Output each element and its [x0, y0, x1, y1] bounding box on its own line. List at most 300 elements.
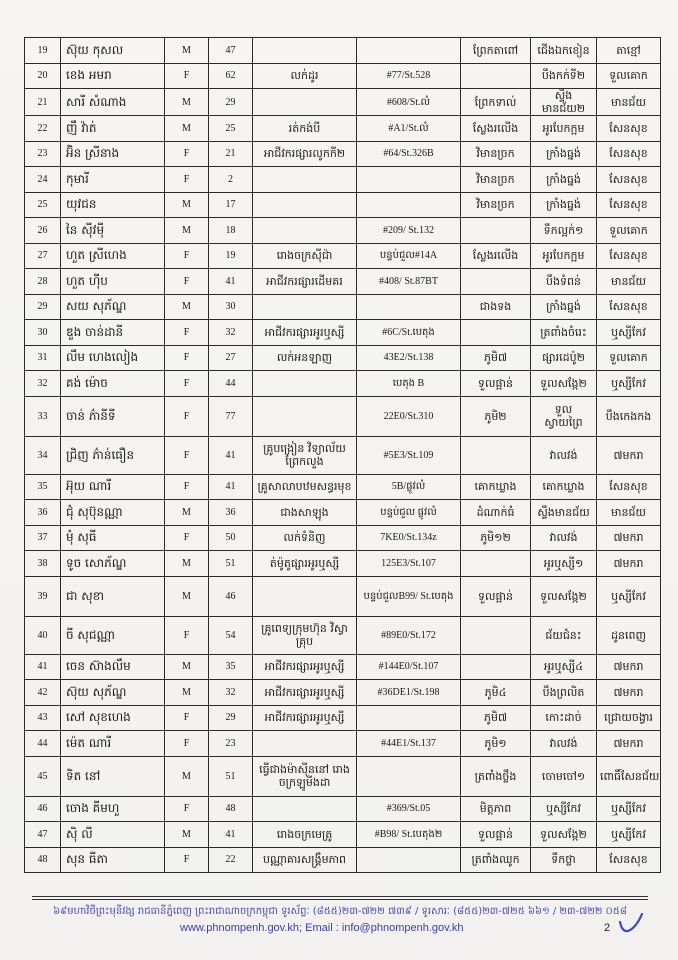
- sex-cell: F: [165, 396, 209, 436]
- district-cell: សែនសុខ: [597, 474, 661, 500]
- table-row: [25, 63, 661, 89]
- table-row: [25, 371, 661, 397]
- sex-cell: F: [165, 616, 209, 654]
- district-cell: ៧មករា: [597, 525, 661, 551]
- village-cell: ភូមិ៤: [461, 680, 531, 706]
- village-cell: ទួលផ្អាន់: [461, 822, 531, 848]
- table-row: [25, 89, 661, 116]
- sex-cell: F: [165, 243, 209, 269]
- person-name-cell: ស៊ុយ កុសល: [61, 38, 165, 64]
- table-row: [25, 731, 661, 757]
- age-cell: 21: [209, 141, 253, 167]
- district-cell: សែនសុខ: [597, 243, 661, 269]
- table-row: [25, 116, 661, 142]
- table-row: [25, 654, 661, 680]
- house-address-cell: បន្ទប់ជួលB99/ St.បេតុង: [357, 576, 461, 616]
- district-cell: ជ្រោយចង្វារ: [597, 705, 661, 731]
- district-cell: ទួលគោក: [597, 218, 661, 244]
- row-number-cell: 46: [25, 796, 61, 822]
- person-name-cell: សៅ សុខហេង: [61, 705, 165, 731]
- district-cell: ឬស្សីកែវ: [597, 822, 661, 848]
- village-cell: ស្លែងរលើង: [461, 116, 531, 142]
- commune-cell: វាលវង់: [531, 525, 597, 551]
- house-address-cell: [357, 756, 461, 796]
- person-name-cell: ចេន ស៊ាងលឹម: [61, 654, 165, 680]
- row-number-cell: 27: [25, 243, 61, 269]
- occupation-cell: ជាងសាឡុង: [253, 500, 357, 526]
- village-cell: [461, 218, 531, 244]
- row-number-cell: 45: [25, 756, 61, 796]
- footer-website[interactable]: www.phnompenh.gov.kh; Email : info@phnompenh.gov.kh: [180, 922, 464, 934]
- house-address-cell: 125E3/St.107: [357, 551, 461, 577]
- sex-cell: F: [165, 141, 209, 167]
- table-row: [25, 756, 661, 796]
- age-cell: 50: [209, 525, 253, 551]
- table-row: [25, 269, 661, 295]
- sex-cell: F: [165, 705, 209, 731]
- occupation-cell: [253, 576, 357, 616]
- occupation-cell: [253, 396, 357, 436]
- age-cell: 30: [209, 294, 253, 320]
- house-address-cell: #44E1/St.137: [357, 731, 461, 757]
- village-cell: ត្រពាំងឈូក: [461, 847, 531, 873]
- age-cell: 54: [209, 616, 253, 654]
- sex-cell: F: [165, 320, 209, 346]
- person-name-cell: ឌួង ចាន់ដានី: [61, 320, 165, 346]
- person-name-cell: ជុំ សុប៊ុនណ្ណា: [61, 500, 165, 526]
- village-cell: [461, 320, 531, 346]
- table-row: [25, 38, 661, 64]
- village-cell: [461, 654, 531, 680]
- table-row: [25, 345, 661, 371]
- commune-cell: អូរបែកក្អម: [531, 116, 597, 142]
- person-name-cell: ចោង គីមហួ: [61, 796, 165, 822]
- age-cell: 48: [209, 796, 253, 822]
- occupation-cell: អាជីវករផ្សារលូកកី២: [253, 141, 357, 167]
- table-body: [25, 38, 661, 873]
- district-cell: មានជ័យ: [597, 500, 661, 526]
- table-row: [25, 474, 661, 500]
- row-number-cell: 25: [25, 192, 61, 218]
- district-cell: ៧មករា: [597, 731, 661, 757]
- age-cell: 18: [209, 218, 253, 244]
- row-number-cell: 39: [25, 576, 61, 616]
- row-number-cell: 23: [25, 141, 61, 167]
- occupation-cell: រត់កង់បី: [253, 116, 357, 142]
- district-cell: បឹងកេងកង: [597, 396, 661, 436]
- sex-cell: F: [165, 731, 209, 757]
- row-number-cell: 40: [25, 616, 61, 654]
- age-cell: 35: [209, 654, 253, 680]
- village-cell: ទួលផ្អាន់: [461, 576, 531, 616]
- district-cell: មានជ័យ: [597, 269, 661, 295]
- house-address-cell: បន្ទប់ជួល#14A: [357, 243, 461, 269]
- row-number-cell: 28: [25, 269, 61, 295]
- district-cell: ពោធិ៍សែនជ័យ: [597, 756, 661, 796]
- table-row: [25, 243, 661, 269]
- sex-cell: F: [165, 847, 209, 873]
- person-name-cell: ទិត នៅ: [61, 756, 165, 796]
- district-cell: ៧មករា: [597, 436, 661, 474]
- sex-cell: F: [165, 474, 209, 500]
- district-cell: ទួលគោក: [597, 63, 661, 89]
- commune-cell: ទួលសង្កែ២: [531, 576, 597, 616]
- person-name-cell: ហួត ស្រីហេង: [61, 243, 165, 269]
- table-row: [25, 525, 661, 551]
- occupation-cell: ធ្វើជាងម៉ាស៊ីននៅ រោងចក្រឡូមីងដា: [253, 756, 357, 796]
- district-cell: ឬស្សីកែវ: [597, 371, 661, 397]
- person-name-cell: មុំ សុធី: [61, 525, 165, 551]
- house-address-cell: #6C/St.បេតុង: [357, 320, 461, 346]
- person-name-cell: ញឹ វ៉ាត់: [61, 116, 165, 142]
- sex-cell: F: [165, 371, 209, 397]
- table-row: [25, 551, 661, 577]
- sex-cell: F: [165, 796, 209, 822]
- row-number-cell: 34: [25, 436, 61, 474]
- occupation-cell: [253, 38, 357, 64]
- age-cell: 77: [209, 396, 253, 436]
- commune-cell: ទួលសង្កែ២: [531, 822, 597, 848]
- village-cell: វិមានច្រក: [461, 167, 531, 193]
- occupation-cell: [253, 294, 357, 320]
- village-cell: ព្រែកតាពៅ: [461, 38, 531, 64]
- district-cell: ឬស្សីកែវ: [597, 320, 661, 346]
- table-row: [25, 822, 661, 848]
- district-cell: សែនសុខ: [597, 167, 661, 193]
- village-cell: [461, 616, 531, 654]
- age-cell: 41: [209, 269, 253, 295]
- page-number: 2: [604, 922, 611, 934]
- age-cell: 41: [209, 436, 253, 474]
- commune-cell: ជ័យជំនះ: [531, 616, 597, 654]
- district-cell: ឬស្សីកែវ: [597, 796, 661, 822]
- occupation-cell: អាជីវករផ្សារអូរឬស្សី: [253, 680, 357, 706]
- house-address-cell: [357, 705, 461, 731]
- table-row: [25, 576, 661, 616]
- table-row: [25, 500, 661, 526]
- table-row: [25, 680, 661, 706]
- checkmark-icon: [616, 910, 646, 936]
- age-cell: 25: [209, 116, 253, 142]
- sex-cell: M: [165, 756, 209, 796]
- district-cell: ឬស្សីកែវ: [597, 576, 661, 616]
- district-cell: សែនសុខ: [597, 141, 661, 167]
- sex-cell: F: [165, 525, 209, 551]
- person-name-cell: ស៊ុយ សុភ័ណ្ឌ: [61, 680, 165, 706]
- table-row: [25, 796, 661, 822]
- sex-cell: M: [165, 89, 209, 116]
- occupation-cell: លក់ដូរ: [253, 63, 357, 89]
- row-number-cell: 20: [25, 63, 61, 89]
- house-address-cell: [357, 192, 461, 218]
- occupation-cell: គ្រូពេទ្យក្រុមហ៊ុន វិស្វាគ្រុប: [253, 616, 357, 654]
- house-address-cell: #64/St.326B: [357, 141, 461, 167]
- row-number-cell: 48: [25, 847, 61, 873]
- table-row: [25, 141, 661, 167]
- village-cell: ភូមិ៧: [461, 345, 531, 371]
- village-cell: មិត្តភាព: [461, 796, 531, 822]
- house-address-cell: [357, 847, 461, 873]
- village-cell: វិមានច្រក: [461, 141, 531, 167]
- row-number-cell: 37: [25, 525, 61, 551]
- house-address-cell: #408/ St.87BT: [357, 269, 461, 295]
- village-cell: វិមានច្រក: [461, 192, 531, 218]
- district-cell: ដូនពេញ: [597, 616, 661, 654]
- village-cell: ភូមិ១: [461, 731, 531, 757]
- district-cell: សែនសុខ: [597, 847, 661, 873]
- occupation-cell: អាជីវករផ្សារអូរឬស្សី: [253, 654, 357, 680]
- sex-cell: M: [165, 551, 209, 577]
- person-name-cell: ម៉េត ណារី: [61, 731, 165, 757]
- house-address-cell: #608/St.លំ: [357, 89, 461, 116]
- commune-cell: ក្រាំងធ្នង់: [531, 192, 597, 218]
- sex-cell: M: [165, 294, 209, 320]
- occupation-cell: [253, 167, 357, 193]
- house-address-cell: #77/St.528: [357, 63, 461, 89]
- commune-cell: អូរបែកក្អម: [531, 243, 597, 269]
- district-cell: ទួលគោក: [597, 345, 661, 371]
- person-name-cell: សយ សុភ័ណ្ឌ: [61, 294, 165, 320]
- village-cell: គោកឃ្លាង: [461, 474, 531, 500]
- village-cell: [461, 551, 531, 577]
- commune-cell: បឹងកក់ទី២: [531, 63, 597, 89]
- sex-cell: F: [165, 63, 209, 89]
- house-address-cell: #144E0/St.107: [357, 654, 461, 680]
- occupation-cell: រោងចក្រមេត្រូ: [253, 822, 357, 848]
- district-cell: សែនសុខ: [597, 294, 661, 320]
- sex-cell: M: [165, 218, 209, 244]
- commune-cell: បឹងព្រលិត: [531, 680, 597, 706]
- row-number-cell: 47: [25, 822, 61, 848]
- house-address-cell: #5E3/St.109: [357, 436, 461, 474]
- commune-cell: ជើងឯកខៀន: [531, 38, 597, 64]
- house-address-cell: #B98/ St.បេតុង២: [357, 822, 461, 848]
- footer-divider: [32, 896, 648, 897]
- commune-cell: ទួល ស្វាយព្រៃ: [531, 396, 597, 436]
- footer-divider-thin: [32, 899, 648, 900]
- row-number-cell: 22: [25, 116, 61, 142]
- row-number-cell: 41: [25, 654, 61, 680]
- commune-cell: ឬស្សីកែវ: [531, 796, 597, 822]
- sex-cell: M: [165, 576, 209, 616]
- commune-cell: ក្រាំងធ្នង់: [531, 167, 597, 193]
- commune-cell: ក្រាំងធ្នង់: [531, 141, 597, 167]
- commune-cell: ក្រាំងធ្នង់: [531, 294, 597, 320]
- commune-cell: គោកឃ្លាង: [531, 474, 597, 500]
- row-number-cell: 33: [25, 396, 61, 436]
- commune-cell: អូរឬស្សី១: [531, 551, 597, 577]
- age-cell: 41: [209, 822, 253, 848]
- row-number-cell: 35: [25, 474, 61, 500]
- commune-cell: ត្រពាំងចំរេះ: [531, 320, 597, 346]
- sex-cell: M: [165, 192, 209, 218]
- village-cell: ភូមិ១២: [461, 525, 531, 551]
- commune-cell: វាលវង់: [531, 436, 597, 474]
- table-row: [25, 192, 661, 218]
- age-cell: 32: [209, 320, 253, 346]
- age-cell: 22: [209, 847, 253, 873]
- age-cell: 32: [209, 680, 253, 706]
- district-cell: ៧មករា: [597, 654, 661, 680]
- district-cell: ៧មករា: [597, 680, 661, 706]
- house-address-cell: [357, 167, 461, 193]
- person-name-cell: ខេង អមរា: [61, 63, 165, 89]
- district-cell: មានជ័យ: [597, 89, 661, 116]
- row-number-cell: 32: [25, 371, 61, 397]
- village-cell: [461, 63, 531, 89]
- village-cell: ដំណាក់ធំ: [461, 500, 531, 526]
- commune-cell: ទឹកល្អក់១: [531, 218, 597, 244]
- house-address-cell: បន្ទប់ជួល ផ្លូវលំ: [357, 500, 461, 526]
- person-name-cell: ស៊ិ លី: [61, 822, 165, 848]
- row-number-cell: 43: [25, 705, 61, 731]
- house-address-cell: 7KE0/St.134z: [357, 525, 461, 551]
- person-name-cell: នៃ ស៊ីវម៉ី: [61, 218, 165, 244]
- commune-cell: បឹងទំពន់: [531, 269, 597, 295]
- house-address-cell: #89E0/St.172: [357, 616, 461, 654]
- village-cell: ត្រពាំងថ្លឹង: [461, 756, 531, 796]
- commune-cell: ទឹកថ្លា: [531, 847, 597, 873]
- commune-cell: ផ្សារដេប៉ូ២: [531, 345, 597, 371]
- age-cell: 47: [209, 38, 253, 64]
- sex-cell: F: [165, 167, 209, 193]
- person-name-cell: ចី សុជណ្ណា: [61, 616, 165, 654]
- sex-cell: M: [165, 38, 209, 64]
- occupation-cell: លក់អនឡាញ: [253, 345, 357, 371]
- person-name-cell: ហួត ហ៊ីប: [61, 269, 165, 295]
- district-cell: ៧មករា: [597, 551, 661, 577]
- patient-table: [24, 37, 661, 873]
- age-cell: 17: [209, 192, 253, 218]
- occupation-cell: ត់ម៉ូតូផ្សារអូរឬស្សី: [253, 551, 357, 577]
- village-cell: [461, 269, 531, 295]
- age-cell: 29: [209, 705, 253, 731]
- village-cell: ភូមិ២: [461, 396, 531, 436]
- row-number-cell: 44: [25, 731, 61, 757]
- house-address-cell: #36DE1/St.198: [357, 680, 461, 706]
- footer-address: ៦៩មហាវិថីព្រះមុនីវង្ស រាជធានីភ្នំពេញ ព្រះរាជាណាចក្រកម្ពុជា ទូរស័ព្ទៈ (៨៥៥)២៣-៧២២ ៧៣៩ / ទូរសារៈ (៨៥៥)២៣-៧២៥ ៦៦១ / ២៣-៧២២ ០៥៨: [53, 906, 627, 917]
- row-number-cell: 21: [25, 89, 61, 116]
- house-address-cell: 22E0/St.310: [357, 396, 461, 436]
- person-name-cell: អ៊ិន ស្រីនាង: [61, 141, 165, 167]
- person-name-cell: សារី សំណាង: [61, 89, 165, 116]
- row-number-cell: 30: [25, 320, 61, 346]
- house-address-cell: 5B/ផ្លូវលំ: [357, 474, 461, 500]
- house-address-cell: [357, 294, 461, 320]
- age-cell: 62: [209, 63, 253, 89]
- village-cell: ទួលផ្អាន់: [461, 371, 531, 397]
- person-name-cell: ចាន់ ភ៌ានីទី: [61, 396, 165, 436]
- occupation-cell: លក់ទំនិញ: [253, 525, 357, 551]
- sex-cell: F: [165, 345, 209, 371]
- commune-cell: ស្ទឹងមានជ័យ: [531, 500, 597, 526]
- house-address-cell: 43E2/St.138: [357, 345, 461, 371]
- row-number-cell: 29: [25, 294, 61, 320]
- age-cell: 44: [209, 371, 253, 397]
- age-cell: 2: [209, 167, 253, 193]
- occupation-cell: អាជីវករផ្សារអូរឬស្សី: [253, 320, 357, 346]
- age-cell: 51: [209, 756, 253, 796]
- row-number-cell: 26: [25, 218, 61, 244]
- person-name-cell: ទូច សោភ័ណ្ឌ: [61, 551, 165, 577]
- sex-cell: M: [165, 116, 209, 142]
- table-row: [25, 705, 661, 731]
- age-cell: 46: [209, 576, 253, 616]
- table-row: [25, 396, 661, 436]
- house-address-cell: #209/ St.132: [357, 218, 461, 244]
- age-cell: 19: [209, 243, 253, 269]
- age-cell: 41: [209, 474, 253, 500]
- person-name-cell: អ៊ុយ ណារី: [61, 474, 165, 500]
- district-cell: សែនសុខ: [597, 192, 661, 218]
- person-name-cell: គង់ ម៉ោច: [61, 371, 165, 397]
- occupation-cell: បណ្ណាគារសង្គ្រឹមភាព: [253, 847, 357, 873]
- row-number-cell: 24: [25, 167, 61, 193]
- commune-cell: វាលវង់: [531, 731, 597, 757]
- row-number-cell: 42: [25, 680, 61, 706]
- house-address-cell: [357, 38, 461, 64]
- occupation-cell: [253, 89, 357, 116]
- sex-cell: M: [165, 654, 209, 680]
- occupation-cell: អាជីវករផ្សារអូរឬស្សី: [253, 705, 357, 731]
- row-number-cell: 19: [25, 38, 61, 64]
- person-name-cell: ជ្រិញ ភ៌ាន់ធឿន: [61, 436, 165, 474]
- age-cell: 51: [209, 551, 253, 577]
- person-name-cell: កុមារី: [61, 167, 165, 193]
- occupation-cell: [253, 192, 357, 218]
- occupation-cell: [253, 218, 357, 244]
- district-cell: តាខ្មៅ: [597, 38, 661, 64]
- occupation-cell: អាជីវករផ្សារដើមគរ: [253, 269, 357, 295]
- row-number-cell: 31: [25, 345, 61, 371]
- table-row: [25, 294, 661, 320]
- table-row: [25, 847, 661, 873]
- commune-cell: កោះដាច់: [531, 705, 597, 731]
- village-cell: ជាងទង: [461, 294, 531, 320]
- sex-cell: M: [165, 500, 209, 526]
- table-row: [25, 167, 661, 193]
- occupation-cell: [253, 731, 357, 757]
- occupation-cell: រោងចក្រស៊ីជ៉ា: [253, 243, 357, 269]
- row-number-cell: 38: [25, 551, 61, 577]
- house-address-cell: #A1/St.លំ: [357, 116, 461, 142]
- district-cell: សែនសុខ: [597, 116, 661, 142]
- occupation-cell: គ្រូបង្រៀន វិទ្យាល័យព្រែកលួង: [253, 436, 357, 474]
- person-name-cell: ជា សុខា: [61, 576, 165, 616]
- table-row: [25, 616, 661, 654]
- village-cell: ភូមិ៧: [461, 705, 531, 731]
- commune-cell: ចោមចៅ១: [531, 756, 597, 796]
- age-cell: 29: [209, 89, 253, 116]
- row-number-cell: 36: [25, 500, 61, 526]
- village-cell: ស្លែងរលើង: [461, 243, 531, 269]
- table-row: [25, 218, 661, 244]
- person-name-cell: លឹម ហេងលៀង: [61, 345, 165, 371]
- house-address-cell: #369/St.05: [357, 796, 461, 822]
- sex-cell: M: [165, 680, 209, 706]
- person-name-cell: យុវជន: [61, 192, 165, 218]
- table-row: [25, 320, 661, 346]
- sex-cell: F: [165, 269, 209, 295]
- person-name-cell: សុន ធីតា: [61, 847, 165, 873]
- village-cell: ព្រែកទាល់: [461, 89, 531, 116]
- sex-cell: F: [165, 436, 209, 474]
- village-cell: [461, 436, 531, 474]
- commune-cell: អូរឬស្សី៤: [531, 654, 597, 680]
- age-cell: 27: [209, 345, 253, 371]
- table-row: [25, 436, 661, 474]
- age-cell: 36: [209, 500, 253, 526]
